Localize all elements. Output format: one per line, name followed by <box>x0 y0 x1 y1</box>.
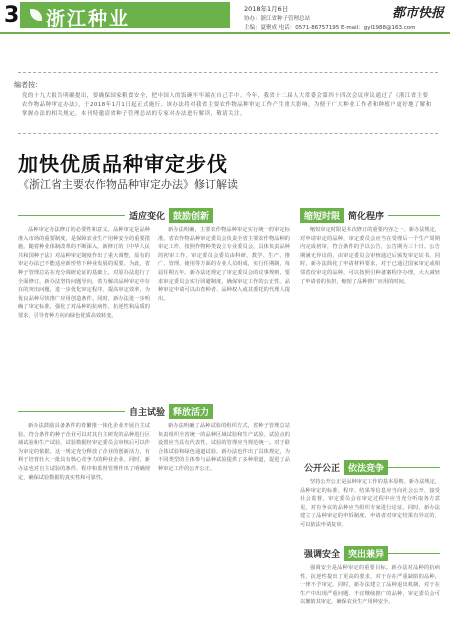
section-rule <box>18 411 125 412</box>
section-tag: 适应变化 <box>128 211 165 222</box>
section-title: 依法竞争 <box>344 460 388 475</box>
section-title: 突出兼异 <box>344 546 388 561</box>
editor-note-text: 党的十九大报告明确提出，要确保国家粮食安全，把中国人的饭碗牢牢端在自己手中。今年，我省十二届人大常委会第四十四次会议审议通过了《浙江省主要农作物品种审定办法》，于2018年1月1日起正式施行。该办法将对我省主要农作物品种审定工作产生重大影响。为便于广大种业工作者和种植户更好地了解和掌握办法的相关规定，本刊特邀请省种子管理总站的专家对办法进行解读，敬请关注。 <box>22 93 432 117</box>
header-divider <box>0 32 450 34</box>
section-tag: 缩短时限 <box>300 208 344 223</box>
article-title: 加快优质品种审定步伐 <box>18 152 228 176</box>
section-rule <box>388 467 440 468</box>
publication-logo: 都市快报 <box>391 6 444 21</box>
section-title: 释放活力 <box>169 404 213 419</box>
section-title: 鼓励创新 <box>169 208 213 223</box>
section-heading-4 <box>300 460 440 474</box>
section-tag: 强调安全 <box>304 549 341 560</box>
paragraph: 新办法明确，主要农作物品种审定实行统一的审定标准。省农作物品种审定委员会负责全省主要农作物品种的审定工作，按照作物种类设立专业委员会，具体负责品种的初审工作。审定委员会委员由科研、教学、生产、推广、管理、使用等方面的专业人员组成，实行任期制，每届任期五年。新办法还规定了审定委员会的议事规则，要求审定委员会实行回避制度，确保审定工作的公正性。品种审定申请可以由育种者、品种权人或其委托的代理人提出。 <box>158 227 290 302</box>
paragraph: 品种审定办法修订的必要性和意义。品种审定是品种准入市场的重要制度，是保障农业生产用种安全的重要措施。随着种业体制改革的不断深入，新修订的《中华人民共和国种子法》对品种审定制度作出了重大调整，原有的审定办法已不能适应新形势下种业发展的需要。为此，省种子管理总站在充分调研论证的基础上，对原办法进行了全面修订。新办法坚持问题导向，着力解决品种审定中存在的突出问题，进一步优化审定程序，提高审定效率，为优良品种尽快推广应用创造条件。同时，新办法进一步明确了审定标准，强化了对品种的抗病性、抗逆性和品质的要求，引导育种方向向绿色优质高效转变。 <box>18 227 150 319</box>
header-cohost: 协办：浙江省种子管理总站 <box>244 16 311 22</box>
paragraph: 新办法鼓励具备条件的育繁推一体化企业开展自主试验。符合条件的种子企业可以对其自主研发的品种进行区域试验和生产试验，试验数据经审定委员会审核后可以作为审定的依据。这一规定充分释放了企业的创新活力，有利于培育壮大一批具有核心竞争力的种业企业。同时，新办法也对自主试验的条件、程序和监督管理作出了明确规定，确保试验数据的真实性和可靠性。 <box>18 423 150 481</box>
section-tag: 公开公正 <box>304 463 341 474</box>
section-rule <box>388 215 440 216</box>
header-contact: 主编：夏聚成 电话：0571-86757195 E-mail：gyl1988@163.com <box>244 25 416 31</box>
article-subtitle: 《浙江省主要农作物品种审定办法》修订解读 <box>18 178 238 191</box>
section-tag: 自主试验 <box>128 407 165 418</box>
paragraph: 缩短审定时限是本次修订的重要内容之一。新办法规定，对申请审定的品种，审定委员会应当在受理后一个生产周期内完成初审，符合条件的予以公告，公告期为三十日。公告期满无异议的，由审定委员会审核通过后颁发审定证书。同时，新办法简化了申请材料要求，对于已通过国家审定或相邻省份审定的品种，可以按照引种备案程序办理，大大减轻了申请者的负担，缩短了品种推广应用的时间。 <box>300 227 440 285</box>
page-header <box>0 0 450 34</box>
article-column-4 <box>18 422 150 632</box>
article-column-3 <box>300 226 440 454</box>
article-column-7 <box>300 564 440 632</box>
issue-date: 2018年1月6日 <box>244 5 289 13</box>
article-column-2 <box>158 226 290 398</box>
section-heading-2 <box>300 208 440 222</box>
section-heading-5 <box>300 546 440 560</box>
section-title: 浙江种业 <box>46 8 131 30</box>
page-number: 3 <box>4 3 20 28</box>
paragraph: 坚持公开公正是品种审定工作的基本原则。新办法规定，品种审定的标准、程序、结果等信息应当向社会公开，接受社会监督。审定委员会在审定过程中应当充分听取各方意见，对有争议的品种应当组织专家进行论证。同时，新办法建立了品种审定的申诉制度，申请者对审定结果有异议的，可以依法申请复审。 <box>300 479 440 528</box>
article-column-5 <box>158 422 290 632</box>
section-rule <box>388 553 440 554</box>
paragraph: 新办法明确了品种试验的组织方式，省种子管理总站负责组织全省统一的品种区域试验和生产试验。试验点的设置应当具有代表性，试验的管理应当规范统一。对于联合体试验和绿色通道试验，新办法也作出了具体规定，为不同类型的主体参与品种试验提供了多种渠道，促进了品种审定工作的公开公正。 <box>158 423 290 472</box>
section-heading-3 <box>18 404 213 418</box>
section-heading-1 <box>18 208 213 222</box>
editor-note-label: 编者按： <box>14 81 42 89</box>
section-rule <box>18 215 125 216</box>
article-column-1 <box>18 226 150 398</box>
article-column-6 <box>300 478 440 540</box>
paragraph: 强调安全是品种审定的重要目标。新办法对品种的抗病性、抗逆性提出了更高的要求，对于存在严重缺陷的品种，一律不予审定。同时，新办法建立了品种退出机制，对于在生产中出现严重问题、不宜继续推广的品种，审定委员会可以撤销其审定，确保农业生产用种安全。 <box>300 565 440 606</box>
section-title: 简化程序 <box>348 211 385 222</box>
